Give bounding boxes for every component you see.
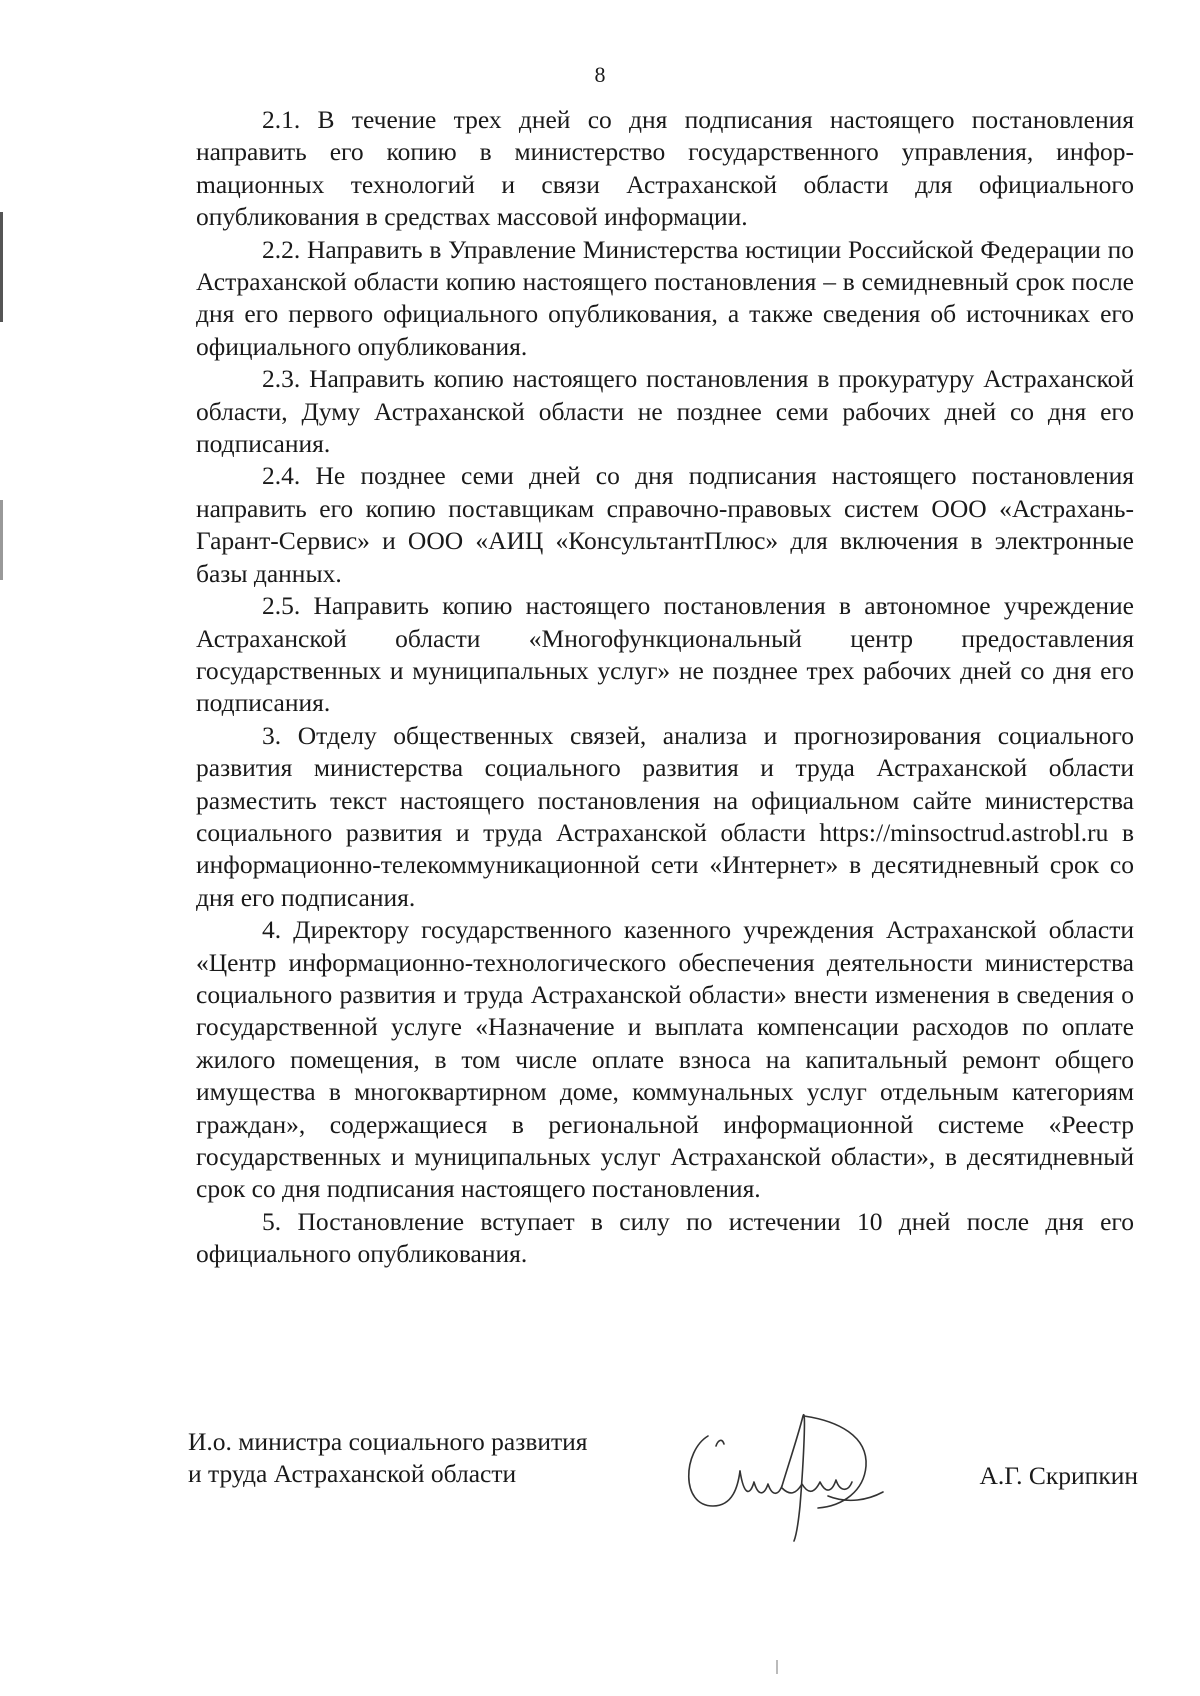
paragraph-2-1: 2.1. В течение трех дней со дня подписания настоящего постановления направить его копию в министерство государственного управления, инфорmационных технологий и связи Астраханской области для официального опубликования в средствах массовой информации. [196,105,1134,232]
paragraph-2-5: 2.5. Направить копию настоящего постановления в автономное учреждение Астраханской области «Многофункциональный центр предоставления государственных и муниципальных услуг» не позднее трех рабочих дней со дня его подписания. [196,591,1134,718]
signatory-title-line-2: и труда Астраханской области [188,1459,517,1488]
handwritten-signature [678,1396,908,1546]
paragraph-3: 3. Отделу общественных связей, анализа и прогнозирования социального развития министерства социального развития и труда Астраханской области разместить текст настоящего постановления на официальном сайте министерства социального развития и труда Астраханской области https://minsoctrud.astrobl.ru в информационно-телекоммуникационной сети «Интернет» в десятидневный срок со дня его подписания. [196,720,1134,912]
signatory-title [188,1426,588,1490]
scan-artifact [776,1660,778,1674]
scan-left-edge [0,212,3,322]
signatory-name: А.Г. Скрипкин [979,1461,1138,1490]
paragraph-2-2: 2.2. Направить в Управление Министерства юстиции Российской Федерации по Астраханской области копию настоящего постановления – в семидневный срок после дня его первого официального опубликования, а также сведения об источниках его официального опубликования. [196,234,1134,361]
page-number: 8 [594,62,606,87]
paragraph-5: 5. Постановление вступает в силу по истечении 10 дней после дня его официального опубликования. [196,1206,1134,1269]
signature-block [188,1426,1138,1566]
paragraph-4: 4. Директору государственного казенного учреждения Астраханской области «Центр информационно-технологического обеспечения деятельности министерства социального развития и труда Астраханской области» внести изменения в сведения о государственной услуге «Назначение и выплата компенсации расходов по оплате жилого помещения, в том числе оплате взноса на капитальный ремонт общего имущества в многоквартирном доме, коммунальных услуг отдельным категориям граждан», содержащиеся в региональной информационной системе «Реестр государственных и муниципальных услуг Астраханской области», в десятидневный срок со дня подписания настоящего постановления. [196,915,1134,1204]
document-body [196,104,1134,1271]
paragraph-2-4: 2.4. Не позднее семи дней со дня подписания настоящего постановления направить его копию поставщикам справочно-правовых систем ООО «Астрахань-Гарант-Сервис» и ООО «АИЦ «КонсультантПлюс» для включения в электронные базы данных. [196,461,1134,588]
signatory-title-line-1: И.о. министра социального развития [188,1427,588,1456]
scan-left-edge [0,500,3,580]
paragraph-2-3: 2.3. Направить копию настоящего постановления в прокуратуру Астраханской области, Думу Астраханской области не позднее семи рабочих дней со дня его подписания. [196,364,1134,459]
